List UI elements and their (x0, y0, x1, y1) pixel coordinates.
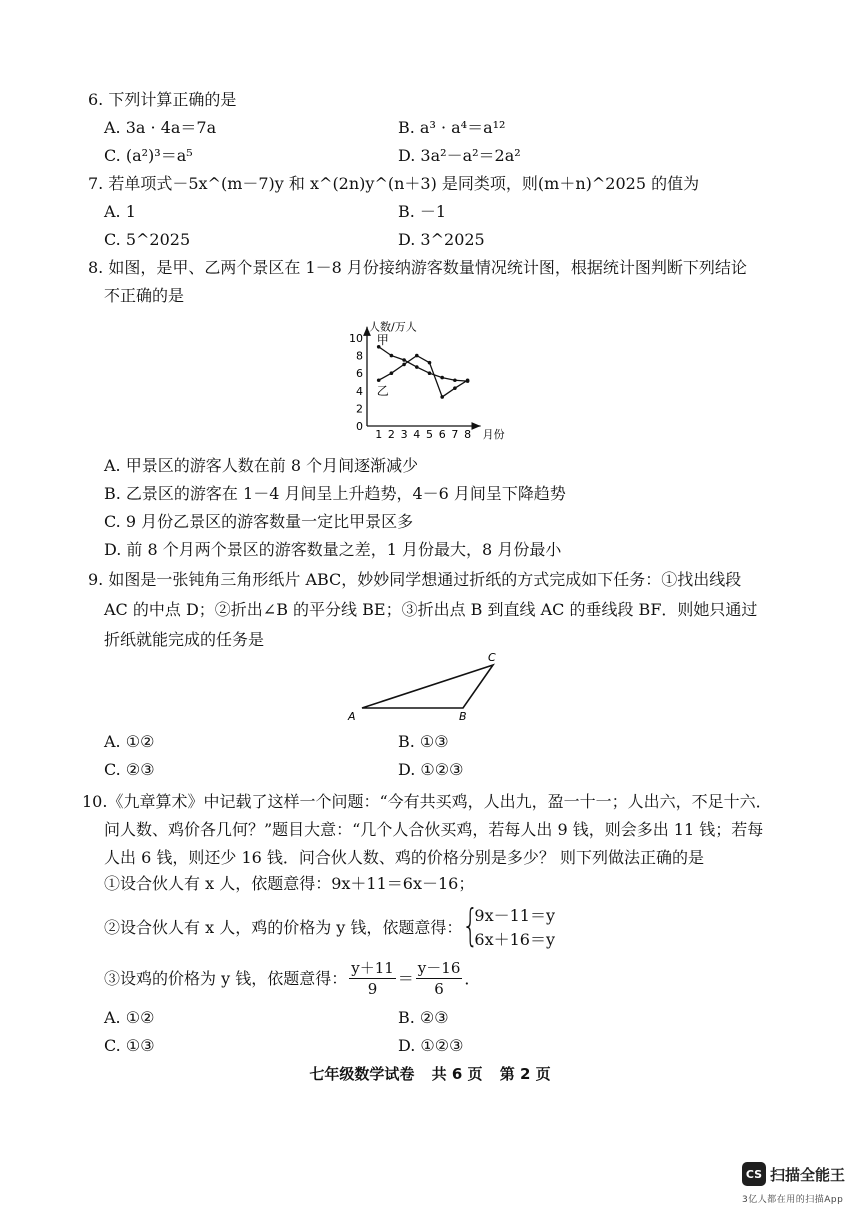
q8-option-a: A. 甲景区的游客人数在前 8 个月间逐渐减少 (104, 456, 419, 475)
data-point (440, 376, 444, 380)
q7-option-a: A. 1 (104, 202, 136, 221)
data-point (415, 354, 419, 358)
q9-option-c: C. ②③ (104, 760, 155, 779)
q6-option-a: A. 3a · 4a＝7a (104, 118, 217, 137)
triangle-abc-figure (340, 648, 510, 728)
data-point (390, 354, 394, 358)
x-tick-label: 6 (438, 428, 446, 441)
y-tick-label: 8 (356, 349, 363, 363)
q10-method-3 (104, 958, 480, 999)
q8-option-c: C. 9 月份乙景区的游客数量一定比甲景区多 (104, 512, 414, 531)
x-tick-label: 4 (413, 428, 421, 441)
scanner-logo-icon: CS (742, 1162, 766, 1186)
data-point (453, 386, 457, 390)
y-tick-label: 10 (349, 332, 363, 345)
vertex-label-a: A (348, 710, 356, 723)
x-axis-label: 月份 (482, 428, 505, 441)
series-line-yi (376, 356, 468, 399)
fraction-left-numerator: y＋11 (351, 959, 394, 977)
series-label: 甲 (376, 332, 389, 347)
q10-option-c: C. ①③ (104, 1036, 155, 1055)
system-equation-1: 9x－11＝y (474, 906, 556, 925)
q6-option-b: B. a³ · a⁴＝a¹² (398, 118, 506, 137)
fraction-left-denominator: 9 (367, 980, 378, 998)
data-point (377, 378, 381, 382)
q7-option-d: D. 3^2025 (398, 230, 485, 249)
data-point (428, 361, 432, 365)
q7-option-c: C. 5^2025 (104, 230, 191, 249)
scanner-tagline: 3亿人都在用的扫描App (742, 1195, 844, 1205)
x-tick-label: 7 (451, 428, 459, 441)
data-point (402, 358, 406, 362)
q6-stem: 6. 下列计算正确的是 (88, 90, 237, 109)
fraction-right-denominator: 6 (434, 980, 444, 998)
footer-subject: 七年级数学试卷 (309, 1065, 415, 1083)
q10-option-b: B. ②③ (398, 1008, 449, 1027)
left-brace-icon: { (462, 900, 480, 951)
data-point (415, 365, 419, 369)
y-axis-label: 人数/万人 (369, 320, 417, 334)
equals-sign: ＝ (397, 968, 414, 988)
q10-method-1: ①设合伙人有 x 人，依题意得：9x＋11＝6x－16； (104, 874, 475, 893)
data-point (453, 378, 457, 382)
q9-option-a: A. ①② (104, 732, 155, 751)
page-footer (0, 1063, 860, 1084)
series-line-jia (379, 347, 468, 381)
triangle-abc (362, 665, 493, 708)
q9-line2: AC 的中点 D；②折出∠B 的平分线 BE；③折出点 B 到直线 AC 的垂线段 BF．则她只通过 (104, 600, 758, 619)
fraction-right-numerator: y－16 (417, 959, 461, 977)
q9-line3: 折纸就能完成的任务是 (104, 630, 265, 649)
q7-stem: 7. 若单项式－5x^(m－7)y 和 x^(2n)y^(n＋3) 是同类项，则(m＋n)^2025 的值为 (88, 174, 700, 193)
y-tick-label: 6 (356, 367, 363, 381)
data-point (428, 371, 432, 375)
q6-option-c: C. (a²)³＝a⁵ (104, 146, 193, 165)
q8-option-b: B. 乙景区的游客在 1－4 月间呈上升趋势，4－6 月间呈下降趋势 (104, 484, 566, 503)
vertex-label-b: B (459, 710, 467, 723)
fraction-right (416, 958, 463, 999)
x-tick-label: 2 (387, 428, 395, 441)
x-tick-label: 3 (400, 428, 408, 441)
scanner-app-name: 扫描全能王 (770, 1165, 846, 1184)
q8-stem-line2: 不正确的是 (104, 286, 185, 305)
q9-line1: 9. 如图是一张钝角三角形纸片 ABC，妙妙同学想通过折纸的方式完成如下任务：①找出线段 (88, 570, 742, 589)
q10-line3: 人出 6 钱，则还少 16 钱．问合伙人数、鸡的价格分别是多少？ 则下列做法正确的是 (104, 848, 704, 867)
scanner-watermark (742, 1162, 845, 1186)
y-tick-label: 0 (356, 420, 363, 433)
series-label: 乙 (376, 384, 389, 399)
y-tick-label: 2 (356, 402, 363, 416)
q9-option-d: D. ①②③ (398, 760, 464, 779)
q8-option-d: D. 前 8 个月两个景区的游客数量之差，1 月份最大，8 月份最小 (104, 540, 562, 559)
q10-line1: 10.《九章算术》中记载了这样一个问题：“今有共买鸡，人出九，盈一十一；人出六，不足十六． (82, 792, 772, 811)
q10-method-3-text: ③设鸡的价格为 y 钱，依题意得： (104, 968, 348, 988)
q7-option-b: B. －1 (398, 202, 447, 221)
data-point (440, 395, 444, 399)
x-tick-label: 8 (464, 428, 472, 441)
system-equation-2: 6x＋16＝y (474, 930, 556, 949)
data-point (466, 378, 470, 382)
footer-total-pages: 共 6 页 (431, 1065, 483, 1083)
q10-line2: 问人数、鸡价各几何？”题目大意：“几个人合伙买鸡，若每人出 9 钱，则会多出 11 钱；若每 (104, 820, 764, 839)
q8-stem-line1: 8. 如图，是甲、乙两个景区在 1－8 月份接纳游客数量情况统计图，根据统计图判断下列结论 (88, 258, 747, 277)
q10-method-2 (104, 900, 556, 952)
fraction-left (349, 958, 396, 999)
q10-option-d: D. ①②③ (398, 1036, 464, 1055)
sentence-end: ． (464, 968, 481, 988)
q10-option-a: A. ①② (104, 1008, 155, 1027)
data-point (402, 363, 406, 367)
vertex-label-c: C (488, 651, 496, 664)
q6-option-d: D. 3a²－a²＝2a² (398, 146, 521, 165)
footer-page-number: 第 2 页 (499, 1065, 551, 1083)
q9-option-b: B. ①③ (398, 732, 449, 751)
data-point (390, 371, 394, 375)
equation-system (462, 900, 556, 952)
x-tick-label: 1 (375, 428, 383, 441)
y-tick-label: 4 (356, 384, 363, 398)
visitor-line-chart (330, 310, 510, 450)
x-tick-label: 5 (426, 428, 433, 441)
q10-method-2-text: ②设合伙人有 x 人，鸡的价格为 y 钱，依题意得： (104, 918, 463, 937)
